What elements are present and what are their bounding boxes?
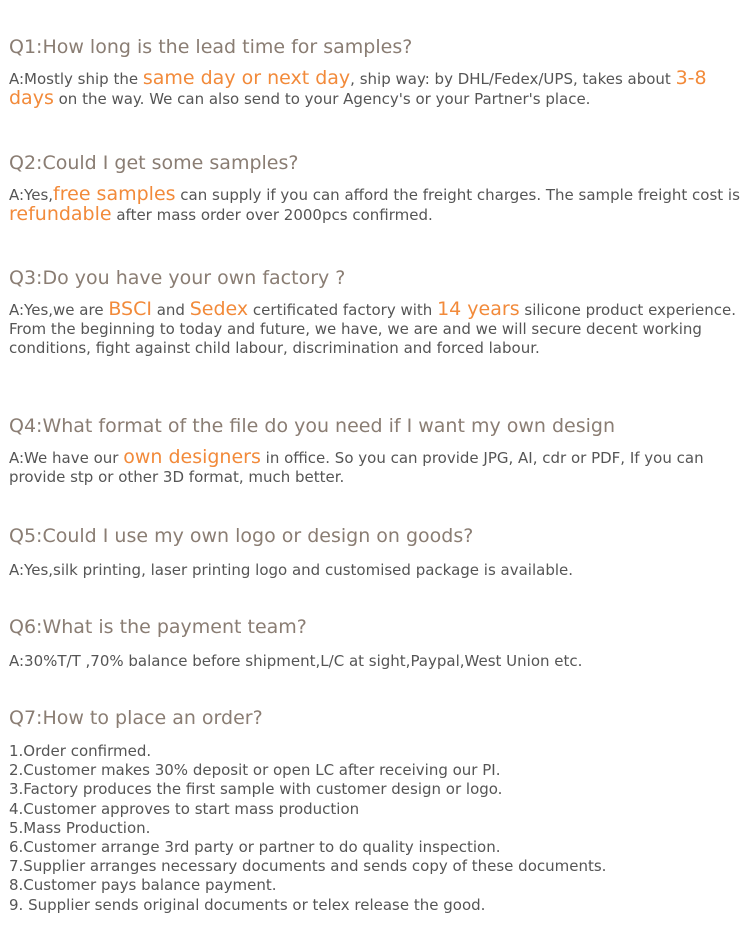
answer-text-segment: , ship way: by DHL/Fedex/UPS, takes about	[350, 70, 676, 88]
answer-text: A:30%T/T ,70% balance before shipment,L/C at sight,Paypal,West Union etc.	[9, 652, 583, 670]
list-item: 5.Mass Production.	[9, 818, 151, 837]
list-item: 6.Customer arrange 3rd party or partner to do quality inspection.	[9, 838, 501, 857]
list-item: 7.Supplier arranges necessary documents and sends copy of these documents.	[9, 857, 607, 876]
answer-text-segment: A:We have our	[9, 449, 124, 467]
list-item: 9. Supplier sends original documents or telex release the good.	[9, 895, 486, 914]
faq-item-q2	[9, 152, 747, 225]
answer-text	[9, 300, 747, 358]
answer-text-segment: can supply if you can afford the freight charges. The sample freight cost is	[175, 186, 740, 204]
answer-text-segment: silicone product experience.	[519, 301, 736, 319]
answer-text-segment: From the beginning to today and future, we have, we are and we will secure decent working conditions, fight against child labour, discrimination and forced labour.	[9, 320, 702, 357]
question-heading: Q3:Do you have your own factory ?	[9, 267, 346, 289]
answer-text	[9, 448, 747, 487]
question-heading: Q1:How long is the lead time for samples?	[9, 36, 413, 58]
answer-text: A:Yes,silk printing, laser printing logo and customised package is available.	[9, 561, 574, 579]
question-heading: Q2:Could I get some samples?	[9, 152, 299, 174]
faq-item-q6	[9, 616, 747, 670]
answer-text-segment: and	[151, 301, 190, 319]
answer-text-segment: in office. So you can provide JPG, AI, cdr or PDF, If you can provide stp or other 3D format, much better.	[9, 449, 704, 486]
faq-item-q1	[9, 36, 747, 109]
list-item: 8.Customer pays balance payment.	[9, 876, 277, 895]
order-steps-list	[9, 742, 747, 915]
question-heading: Q5:Could I use my own logo or design on goods?	[9, 525, 474, 547]
question-heading: Q7:How to place an order?	[9, 707, 263, 729]
faq-item-q3	[9, 267, 747, 357]
highlight-text: Sedex	[189, 298, 249, 320]
faq-item-q4	[9, 415, 747, 486]
answer-text	[9, 69, 747, 109]
question-heading: Q4:What format of the file do you need if I want my own design	[9, 415, 616, 437]
list-item: 4.Customer approves to start mass production	[9, 799, 360, 818]
highlight-text: same day or next day	[142, 67, 351, 89]
list-item: 1.Order confirmed.	[9, 742, 152, 760]
answer-text	[9, 185, 747, 225]
highlight-text: free samples	[53, 183, 176, 205]
list-item: 2.Customer makes 30% deposit or open LC after receiving our PI.	[9, 761, 501, 780]
answer-text-segment: A:Yes,we are	[9, 301, 109, 319]
answer-text-segment: certificated factory with	[248, 301, 438, 319]
answer-text-segment: after mass order over 2000pcs confirmed.	[111, 206, 433, 224]
answer-text-segment: A:Yes,	[9, 186, 54, 204]
highlight-text: 3-8 days	[9, 67, 707, 109]
faq-item-q5	[9, 525, 747, 579]
answer-text-segment: A:Mostly ship the	[9, 70, 143, 88]
list-item: 3.Factory produces the first sample with customer design or logo.	[9, 780, 503, 799]
highlight-text: own designers	[123, 446, 261, 468]
question-heading: Q6:What is the payment team?	[9, 616, 307, 638]
highlight-text: refundable	[9, 203, 112, 225]
answer-text-segment: on the way. We can also send to your Agency's or your Partner's place.	[53, 90, 591, 108]
highlight-text: BSCI	[108, 298, 152, 320]
highlight-text: 14 years	[437, 298, 520, 320]
faq-item-q7	[9, 707, 747, 914]
